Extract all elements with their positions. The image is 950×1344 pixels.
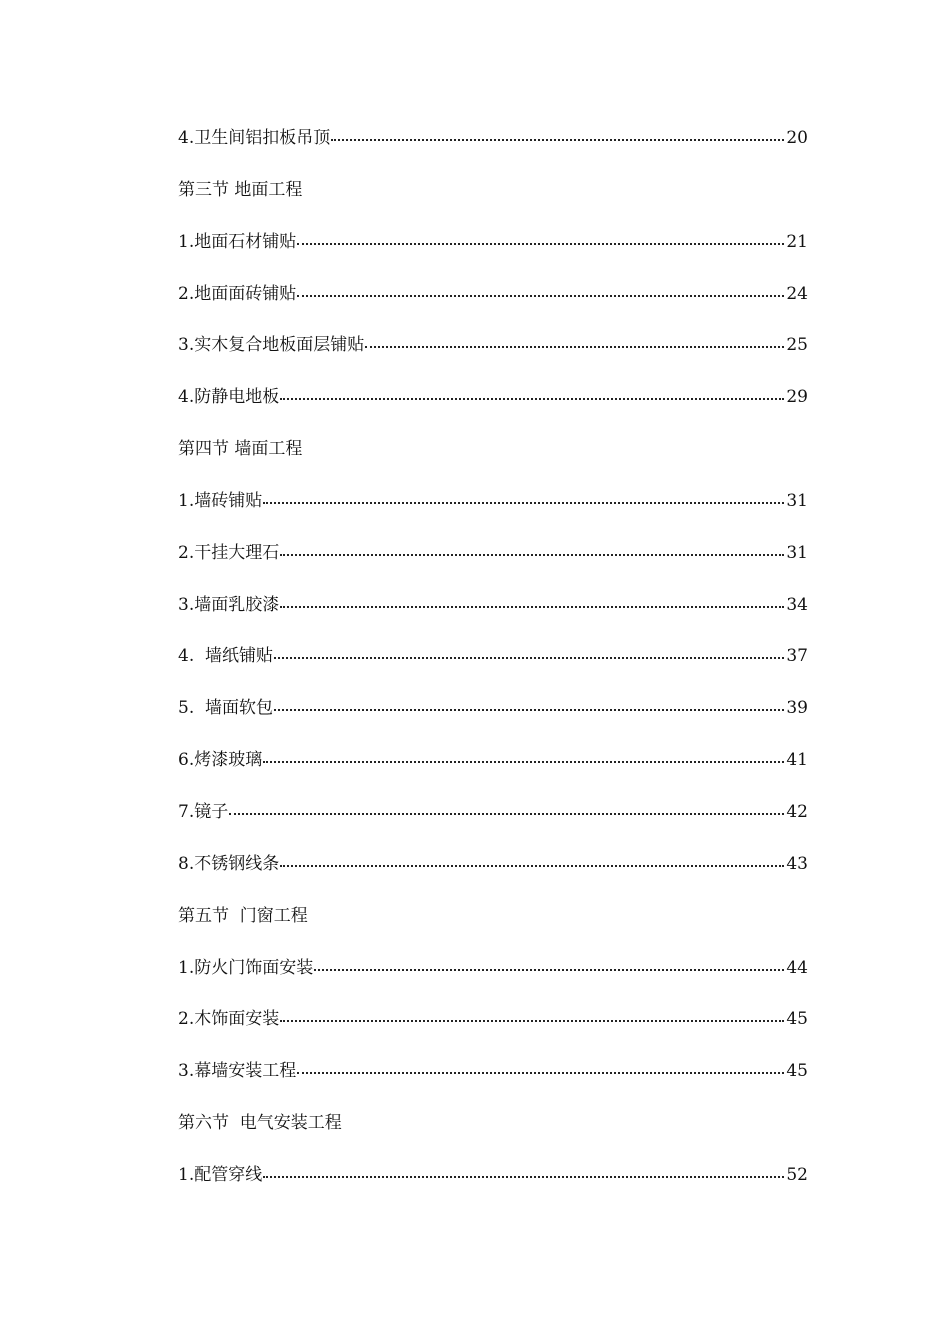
dot-leader bbox=[263, 1155, 784, 1195]
dot-leader bbox=[365, 325, 784, 365]
toc-section-heading bbox=[178, 896, 808, 948]
entry-title: 3.幕墙安装工程 bbox=[178, 1061, 297, 1082]
toc-entry bbox=[178, 1155, 808, 1207]
page-number: 43 bbox=[786, 853, 808, 874]
dot-leader bbox=[274, 688, 784, 728]
page-number: 42 bbox=[786, 801, 808, 822]
toc-entry bbox=[178, 377, 808, 429]
section-title: 第五节 门窗工程 bbox=[178, 905, 308, 926]
entry-title: 4.卫生间铝扣板吊顶 bbox=[178, 128, 331, 148]
toc-section-heading bbox=[178, 429, 808, 481]
toc-entry bbox=[178, 325, 808, 377]
table-of-contents bbox=[178, 118, 808, 1207]
section-title: 第三节 地面工程 bbox=[178, 179, 303, 200]
toc-entry bbox=[178, 999, 808, 1051]
dot-leader bbox=[280, 533, 784, 573]
toc-entry bbox=[178, 585, 808, 637]
page-number: 24 bbox=[786, 283, 808, 304]
entry-title: 2.干挂大理石 bbox=[178, 542, 280, 563]
dot-leader bbox=[297, 274, 784, 314]
dot-leader bbox=[331, 118, 784, 158]
toc-entry bbox=[178, 688, 808, 740]
entry-title: 7.镜子 bbox=[178, 801, 229, 822]
dot-leader bbox=[297, 1051, 784, 1091]
entry-title: 3.实木复合地板面层铺贴 bbox=[178, 335, 365, 356]
toc-section-heading bbox=[178, 1103, 808, 1155]
toc-entry bbox=[178, 1051, 808, 1103]
section-title: 第四节 墙面工程 bbox=[178, 439, 303, 460]
dot-leader bbox=[280, 844, 784, 884]
page-number: 34 bbox=[786, 594, 808, 615]
toc-entry bbox=[178, 792, 808, 844]
entry-title: 2.木饰面安装 bbox=[178, 1009, 280, 1030]
dot-leader bbox=[263, 481, 784, 521]
page-number: 41 bbox=[786, 750, 808, 771]
toc-entry bbox=[178, 948, 808, 1000]
dot-leader bbox=[263, 740, 784, 780]
toc-entry bbox=[178, 481, 808, 533]
page-number: 52 bbox=[786, 1164, 808, 1185]
dot-leader bbox=[314, 948, 784, 988]
page-number: 21 bbox=[786, 231, 808, 252]
page-number: 31 bbox=[786, 542, 808, 563]
page-number: 25 bbox=[786, 335, 808, 356]
section-title: 第六节 电气安装工程 bbox=[178, 1113, 342, 1134]
dot-leader bbox=[229, 792, 784, 832]
toc-entry bbox=[178, 740, 808, 792]
entry-title: 5. 墙面软包 bbox=[178, 698, 274, 719]
page-number: 20 bbox=[786, 128, 808, 148]
dot-leader bbox=[297, 222, 784, 262]
dot-leader bbox=[280, 585, 784, 625]
page-number: 45 bbox=[786, 1009, 808, 1030]
toc-entry bbox=[178, 844, 808, 896]
entry-title: 2.地面面砖铺贴 bbox=[178, 283, 297, 304]
page-number: 37 bbox=[786, 646, 808, 667]
page-number: 44 bbox=[786, 957, 808, 978]
dot-leader bbox=[274, 636, 784, 676]
page-number: 31 bbox=[786, 490, 808, 511]
toc-section-heading bbox=[178, 170, 808, 222]
dot-leader bbox=[280, 999, 784, 1039]
entry-title: 1.防火门饰面安装 bbox=[178, 957, 314, 978]
page-number: 29 bbox=[786, 387, 808, 408]
toc-entry bbox=[178, 533, 808, 585]
entry-title: 4. 墙纸铺贴 bbox=[178, 646, 274, 667]
page-number: 45 bbox=[786, 1061, 808, 1082]
entry-title: 1.墙砖铺贴 bbox=[178, 490, 263, 511]
page-number: 39 bbox=[786, 698, 808, 719]
entry-title: 4.防静电地板 bbox=[178, 387, 280, 408]
toc-entry bbox=[178, 636, 808, 688]
toc-entry bbox=[178, 222, 808, 274]
toc-entry bbox=[178, 118, 808, 170]
toc-entry bbox=[178, 274, 808, 326]
entry-title: 3.墙面乳胶漆 bbox=[178, 594, 280, 615]
dot-leader bbox=[280, 377, 784, 417]
entry-title: 1.地面石材铺贴 bbox=[178, 231, 297, 252]
entry-title: 8.不锈钢线条 bbox=[178, 853, 280, 874]
entry-title: 1.配管穿线 bbox=[178, 1164, 263, 1185]
entry-title: 6.烤漆玻璃 bbox=[178, 750, 263, 771]
